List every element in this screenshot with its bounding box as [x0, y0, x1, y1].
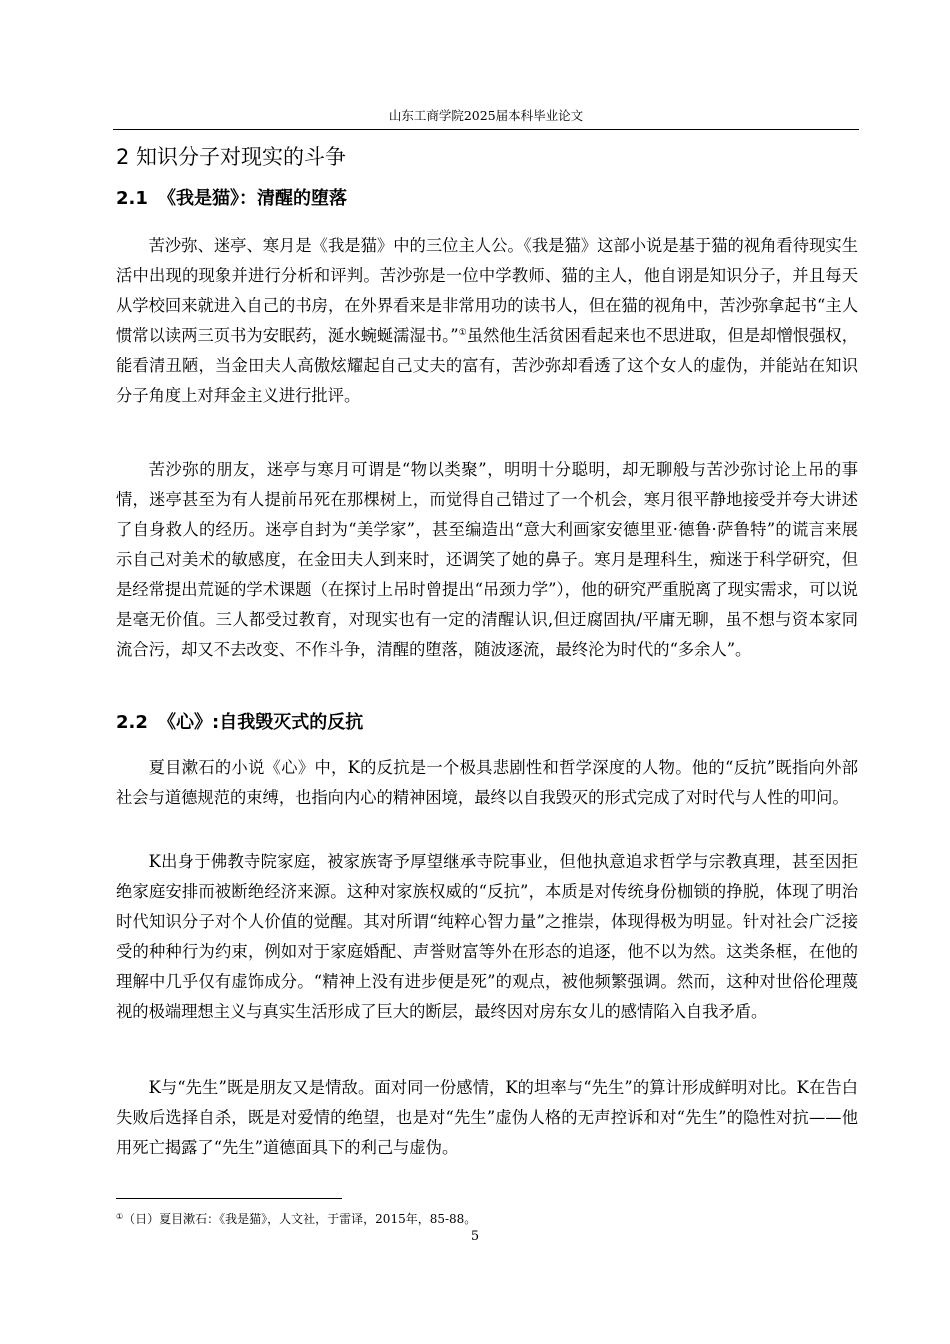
paragraph-2-1-2: 苦沙弥的朋友，迷亭与寒月可谓是“物以类聚”，明明十分聪明，却无聊般与苦沙弥讨论上吊的事情，迷亭甚至为有人提前吊死在那棵树上，而觉得自己错过了一个机会，寒月很平静地接受并夸大讲述了自身救人的经历。迷亭自封为“美学家”，甚至编造出“意大利画家安德里亚·德鲁·萨鲁特”的谎言来展示自己对美术的敏感度，在金田夫人到来时，还调笑了她的鼻子。寒月是理科生，痴迷于科学研究，但是经常提出荒诞的学术课题（在探讨上吊时曾提出“吊颈力学”），他的研究严重脱离了现实需求，可以说是毫无价值。三人都受过教育，对现实也有一定的清醒认识,但迂腐固执/平庸无聊，虽不想与资本家同流合污，却又不去改变、不作斗争，清醒的堕落，随波逐流，最终沦为时代的“多余人”。 — [116, 460, 858, 659]
footnote-text: （日）夏目漱石：《我是猫》，人文社，于雷译，2015年，85-88。 — [123, 1212, 477, 1226]
header-rule — [113, 129, 859, 130]
paragraph-2-2-1: 夏目漱石的小说《心》中，K的反抗是一个极具悲剧性和哲学深度的人物。他的“反抗”既指向外部社会与道德规范的束缚，也指向内心的精神困境，最终以自我毁灭的形式完成了对时代与人性的叩问。 — [116, 758, 858, 807]
paragraph-2-1-1 — [116, 231, 858, 411]
footnote-rule — [116, 1198, 342, 1199]
section-number: 2.2 — [116, 712, 148, 733]
section-heading-2-1 — [116, 186, 347, 212]
footnote — [116, 1211, 476, 1227]
section-title: 《心》:自我毁灭式的反抗 — [158, 712, 364, 733]
paragraph-2-2-3: K与“先生”既是朋友又是情敌。面对同一份感情，K的坦率与“先生”的算计形成鲜明对比。K在告白失败后选择自杀，既是对爱情的绝望，也是对“先生”虚伪人格的无声控诉和对“先生”的隐性对抗——他用死亡揭露了“先生”道德面具下的利己与虚伪。 — [116, 1078, 858, 1157]
section-heading-2-2 — [116, 710, 363, 736]
section-number: 2.1 — [116, 188, 148, 209]
paragraph-2-2-2: K出身于佛教寺院家庭，被家族寄予厚望继承寺院事业，但他执意追求哲学与宗教真理，甚至因拒绝家庭安排而被断绝经济来源。这种对家族权威的“反抗”，本质是对传统身份枷锁的挣脱，体现了明治时代知识分子对个人价值的觉醒。其对所谓“纯粹心智力量”之推崇，体现得极为明显。针对社会广泛接受的种种行为约束，例如对于家庭婚配、声誉财富等外在形态的追逐，他不以为然。这类条框，在他的理解中几乎仅有虚饰成分。“精神上没有进步便是死”的观点，被他频繁强调。然而，这种对世俗伦理蔑视的极端理想主义与真实生活形成了巨大的断层，最终因对房东女儿的感情陷入自我矛盾。 — [116, 852, 858, 1021]
chapter-heading: 2 知识分子对现实的斗争 — [116, 145, 347, 169]
footnote-marker: ① — [116, 1212, 124, 1221]
running-header: 山东工商学院2025届本科毕业论文 — [388, 108, 584, 123]
footnote-reference[interactable]: ① — [458, 328, 467, 338]
section-title: 《我是猫》：清醒的堕落 — [158, 188, 347, 209]
paragraph-text: 苦沙弥、迷亭、寒月是《我是猫》中的三位主人公。《我是猫》这部小说是基于猫的视角看待现实生活中出现的现象并进行分析和评判。苦沙弥是一位中学教师、猫的主人，他自诩是知识分子，并且每天从学校回来就进入自己的书房，在外界看来是非常用功的读书人，但在猫的视角中，苦沙弥拿起书“主人惯常以读两三页书为安眠药，涎水蜿蜒濡湿书。” — [116, 236, 858, 345]
paragraph-text-continued: 虽然他生活贫困看起来也不思进取，但是却憎恨强权，能看清丑陋，当金田夫人高傲炫耀起自己丈夫的富有，苦沙弥却看透了这个女人的虚伪，并能站在知识分子角度上对拜金主义进行批评。 — [116, 326, 858, 405]
page-number: 5 — [470, 1229, 480, 1244]
